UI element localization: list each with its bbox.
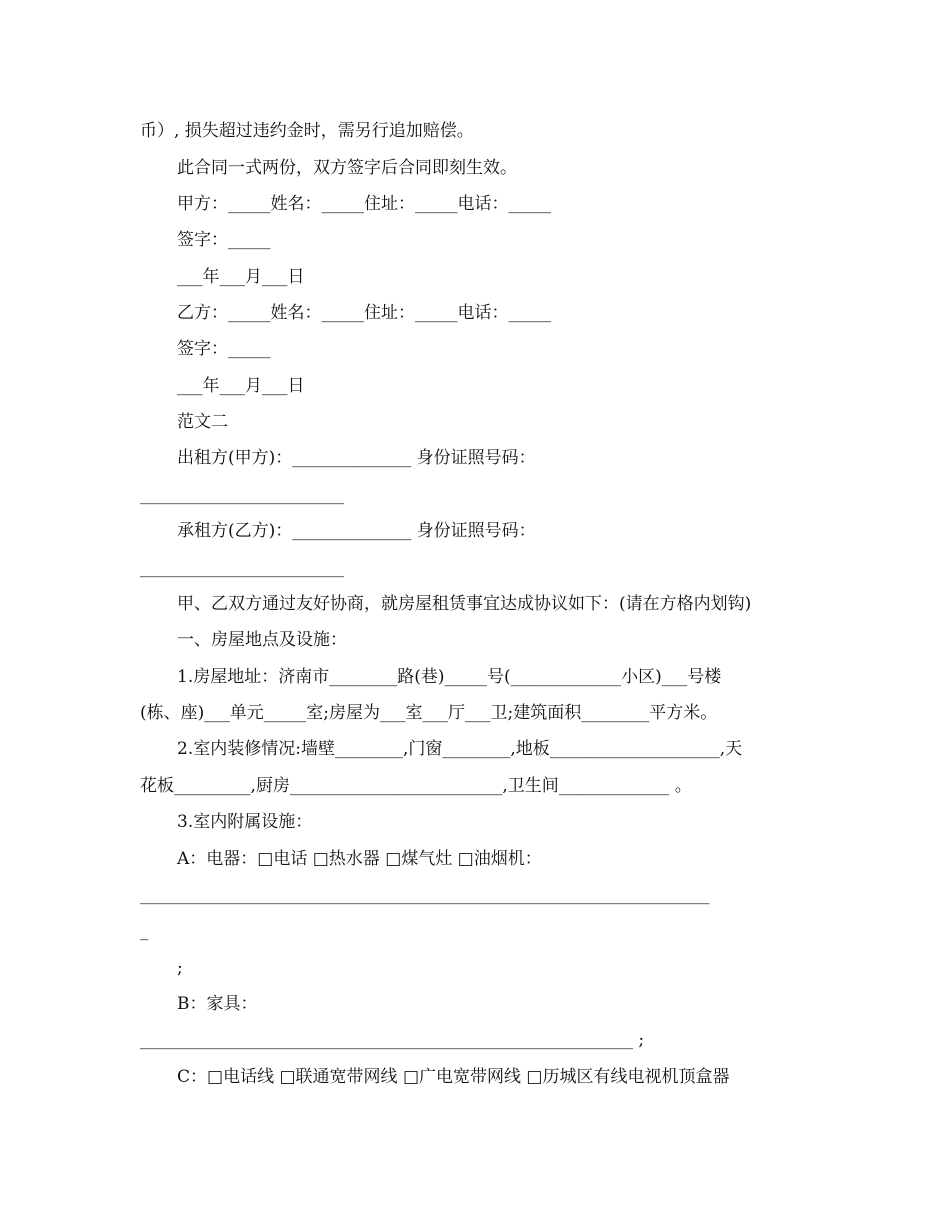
text-line: 2.室内装修情况:墙壁________,门窗________,地板____________________,天 [177, 739, 743, 759]
text-line: ________________________ [140, 485, 344, 505]
text-line: 1.房屋地址：济南市________路(巷)_____号(_____________小区)___号楼 [177, 667, 722, 687]
text-line: ___________________________________________________________________ [140, 885, 710, 905]
text-line: B：家具： [177, 994, 258, 1014]
text-line: 3.室内附属设施： [177, 812, 313, 832]
text-line: A：电器：□电话 □热水器 □煤气灶 □油烟机： [177, 849, 542, 869]
text-line: 一、房屋地点及设施： [177, 630, 347, 650]
text-line: (栋、座)___单元_____室;房屋为___室___厅___卫;建筑面积________平方米。 [140, 703, 718, 723]
text-line: 花板_________,厨房_________________________,卫生间_____________ 。 [140, 776, 692, 796]
text-line: 签字：_____ [177, 339, 271, 359]
text-line: 出租方(甲方)：______________ 身份证照号码： [177, 448, 536, 468]
text-line: _ [140, 921, 149, 941]
text-line: ________________________ [140, 558, 344, 578]
text-line: 甲、乙双方通过友好协商，就房屋租赁事宜达成协议如下：(请在方格内划钩) [177, 594, 752, 614]
text-line: 此合同一式两份，双方签字后合同即刻生效。 [177, 158, 517, 178]
text-line: 签字：_____ [177, 230, 271, 250]
section-heading: 范文二 [177, 412, 228, 432]
text-line: ___年___月___日 [177, 376, 305, 396]
text-line: 甲方：_____姓名：_____住址：_____电话：_____ [177, 194, 551, 214]
text-line: 币）, 损失超过违约金时，需另行追加赔偿。 [140, 121, 474, 141]
text-line: 乙方：_____姓名：_____住址：_____电话：_____ [177, 303, 551, 323]
text-line: __________________________________________________________ ; [140, 1030, 645, 1050]
text-line: C：□电话线 □联通宽带网线 □广电宽带网线 □历城区有线电视机顶盒器 [177, 1067, 730, 1087]
text-line: 承租方(乙方)：______________ 身份证照号码： [177, 521, 536, 541]
text-line: ___年___月___日 [177, 267, 305, 287]
text-line: ; [177, 958, 183, 978]
